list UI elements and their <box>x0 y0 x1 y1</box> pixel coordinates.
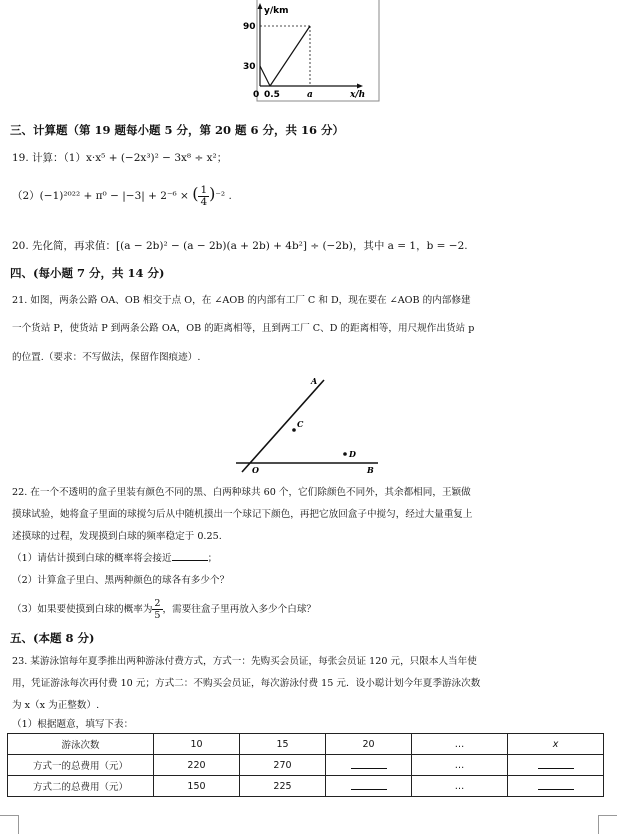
table-cell <box>326 755 412 776</box>
x-tick-0: 0 <box>253 90 260 100</box>
q22-line3: 述摸球的过程，发现摸到白球的频率稳定于 0.25. <box>12 531 222 542</box>
q21-line1: 21. 如图，两条公路 OA、OB 相交于点 O，在 ∠AOB 的内部有工厂 C 和 D，现在要在 ∠AOB 的内部修建 <box>12 295 471 306</box>
q22-part1-text: （1）请估计摸到白球的概率将会接近 <box>12 553 172 564</box>
label-a: A <box>311 376 318 386</box>
table-cell <box>508 776 604 797</box>
q22-part1-end: ； <box>207 553 218 564</box>
table-cell: 游泳次数 <box>8 734 154 755</box>
x-axis-arrow-icon <box>357 84 363 89</box>
table-cell <box>508 755 604 776</box>
q19-part2: （2）(−1)²⁰²² + π⁰ − |−3| + 2⁻⁶ × ( $\frac{1}{4}$ )⁻² . <box>12 183 232 208</box>
q22-answer-blank[interactable] <box>172 550 208 561</box>
corner-mark-left <box>0 815 19 834</box>
table-cell: 20 <box>326 734 412 755</box>
table-cell: … <box>412 755 508 776</box>
corner-mark-right <box>598 815 617 834</box>
q22-part3 <box>12 598 316 621</box>
q22-part2: （2）计算盒子里白、黑两种颜色的球各有多少个？ <box>12 575 230 586</box>
table-cell: 150 <box>154 776 240 797</box>
label-d: D <box>349 449 356 459</box>
graph-segment-up <box>270 26 310 86</box>
q22-part3-suffix: ，需要往盒子里再放入多少个白球？ <box>162 604 317 615</box>
x-tick-a: a <box>307 90 313 100</box>
q23-line3: 为 x（x 为正整数）. <box>12 700 100 711</box>
q19-frac-num: 1 <box>200 183 208 196</box>
q22-part3-prefix: （3）如果要使摸到白球的概率为 <box>12 604 153 615</box>
ray-oa <box>242 380 324 472</box>
q19-frac-den: 4 <box>200 195 208 208</box>
distance-time-graph <box>230 0 380 104</box>
graph-segment-down <box>260 66 270 86</box>
label-c: C <box>297 419 304 429</box>
section4-heading: 四、(每小题 7 分，共 14 分) <box>10 266 165 280</box>
table-cell: 方式一的总费用（元） <box>8 755 154 776</box>
q22-fraction <box>152 598 162 621</box>
q19-part1: 19. 计算：（1）x·x⁵ + (−2x³)² − 3x⁸ ÷ x²； <box>12 152 228 164</box>
answer-blank[interactable] <box>351 779 387 790</box>
q19-part2-suffix: ⁻² . <box>215 190 232 202</box>
table-cell: 15 <box>240 734 326 755</box>
q22-frac-den: 5 <box>154 610 161 621</box>
table-cell: 10 <box>154 734 240 755</box>
table-cell: x <box>508 734 604 755</box>
table-cell: 270 <box>240 755 326 776</box>
x-tick-0-5: 0.5 <box>264 90 280 100</box>
table-cell: 220 <box>154 755 240 776</box>
q22-line2: 摸球试验，她将盒子里面的球搅匀后从中随机摸出一个球记下颜色，再把它放回盒子中搅匀，经过大量重复上 <box>12 509 473 520</box>
table-cell: … <box>412 776 508 797</box>
y-tick-30: 30 <box>243 62 256 72</box>
table-cell <box>326 776 412 797</box>
point-c <box>292 428 296 432</box>
y-axis-arrow-icon <box>258 3 263 9</box>
q23-line1: 23. 某游泳馆每年夏季推出两种游泳付费方式，方式一：先购买会员证，每张会员证 120 元，只限本人当年使 <box>12 656 477 667</box>
x-axis-label: x/h <box>350 90 366 100</box>
q21-line2: 一个货站 P，使货站 P 到两条公路 OA，OB 的距离相等，且到两工厂 C、D 的距离相等，用尺规作出货站 p <box>12 323 475 334</box>
q23-part1: （1）根据题意，填写下表： <box>12 719 134 730</box>
q21-line3: 的位置.（要求：不写做法，保留作图痕迹）. <box>12 352 201 363</box>
table-cell: 225 <box>240 776 326 797</box>
label-b: B <box>367 465 374 475</box>
q20-text: 20. 先化简，再求值：[(a − 2b)² − (a − 2b)(a + 2b) + 4b²] ÷ (−2b)，其中 a = 1，b = −2. <box>12 240 468 252</box>
table-cell: … <box>412 734 508 755</box>
label-o: O <box>252 465 259 475</box>
point-d <box>343 452 347 456</box>
answer-blank[interactable] <box>538 758 574 769</box>
q19-fraction <box>198 185 209 208</box>
angle-aob-figure <box>228 372 388 476</box>
y-tick-90: 90 <box>243 22 256 32</box>
q23-line2: 用，凭证游泳每次再付费 10 元；方式二：不购买会员证，每次游泳付费 15 元．设小聪计划今年夏季游泳次数 <box>12 678 481 689</box>
table-header-row <box>8 734 604 755</box>
section3-heading: 三、计算题（第 19 题每小题 5 分，第 20 题 6 分，共 16 分） <box>10 123 345 137</box>
table-row <box>8 776 604 797</box>
q22-part1 <box>12 550 217 564</box>
q22-frac-num: 2 <box>154 598 161 609</box>
table-cell: 方式二的总费用（元） <box>8 776 154 797</box>
q19-part2-prefix: （2）(−1)²⁰²² + π⁰ − |−3| + 2⁻⁶ × <box>12 190 193 202</box>
answer-blank[interactable] <box>538 779 574 790</box>
table-row <box>8 755 604 776</box>
answer-blank[interactable] <box>351 758 387 769</box>
y-axis-label: y/km <box>264 6 289 16</box>
section5-heading: 五、(本题 8 分) <box>10 631 95 645</box>
q22-line1: 22. 在一个不透明的盒子里装有颜色不同的黑、白两种球共 60 个，它们除颜色不同外，其余都相同，王颖做 <box>12 487 471 498</box>
fee-table <box>7 733 604 797</box>
